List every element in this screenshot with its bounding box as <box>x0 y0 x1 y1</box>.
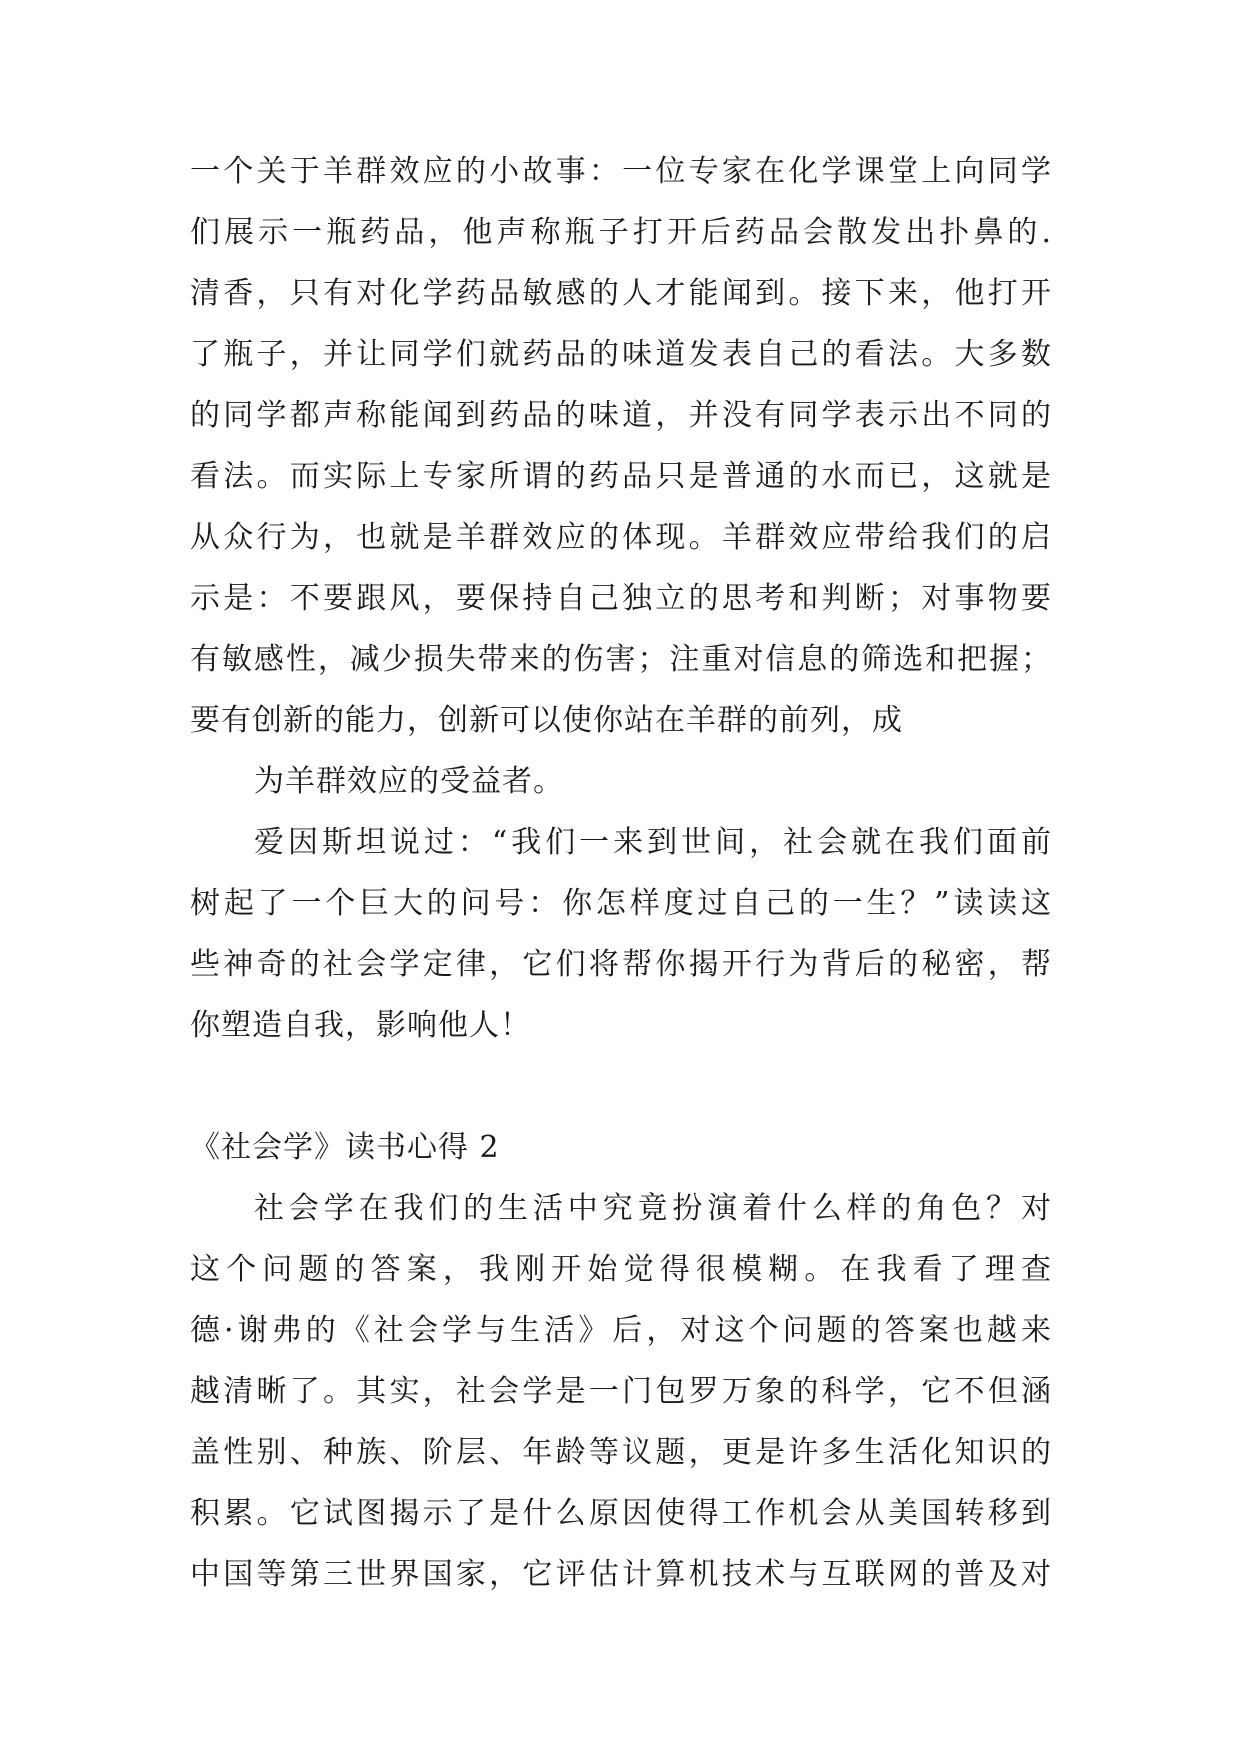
text-line: 看法。而实际上专家所谓的药品只是普通的水而已，这就是 <box>190 459 1052 494</box>
text-line: 示是：不要跟风，要保持自己独立的思考和判断；对事物要 <box>190 581 1052 616</box>
text-line: 了瓶子，并让同学们就药品的味道发表自己的看法。大多数 <box>190 337 1052 372</box>
text-line: 的同学都声称能闻到药品的味道，并没有同学表示出不同的 <box>190 398 1052 433</box>
text-line: 盖性别、种族、阶层、年龄等议题，更是许多生活化知识的 <box>190 1435 1052 1470</box>
text-line: 树起了一个巨大的问号：你怎样度过自己的一生？”读读这 <box>190 886 1052 921</box>
text-line: 从众行为，也就是羊群效应的体现。羊群效应带给我们的启 <box>190 520 1052 555</box>
text-line: 德·谢弗的《社会学与生活》后，对这个问题的答案也越来 <box>190 1313 1052 1348</box>
section-heading: 《社会学》读书心得 2 <box>190 1130 500 1165</box>
text-line: 中国等第三世界国家，它评估计算机技术与互联网的普及对 <box>190 1557 1052 1592</box>
text-line: 越清晰了。其实，社会学是一门包罗万象的科学，它不但涵 <box>190 1374 1052 1409</box>
text-line: 清香，只有对化学药品敏感的人才能闻到。接下来，他打开 <box>190 276 1052 311</box>
text-line: 爱因斯坦说过：“我们一来到世间，社会就在我们面前 <box>254 825 1052 860</box>
text-line: 一个关于羊群效应的小故事：一位专家在化学课堂上向同学 <box>190 154 1052 189</box>
text-line: 这个问题的答案，我刚开始觉得很模糊。在我看了理查 <box>190 1252 1052 1287</box>
text-line: 积累。它试图揭示了是什么原因使得工作机会从美国转移到 <box>190 1496 1052 1531</box>
text-line: 为羊群效应的受益者。 <box>254 764 564 799</box>
text-line: 你塑造自我，影响他人！ <box>190 1008 531 1043</box>
text-line: 些神奇的社会学定律，它们将帮你揭开行为背后的秘密，帮 <box>190 947 1052 982</box>
text-line: 要有创新的能力，创新可以使你站在羊群的前列，成 <box>190 703 903 738</box>
text-line: 社会学在我们的生活中究竟扮演着什么样的角色？对 <box>254 1191 1052 1226</box>
text-line: 们展示一瓶药品，他声称瓶子打开后药品会散发出扑鼻的. <box>190 215 1052 250</box>
text-line: 有敏感性，减少损失带来的伤害；注重对信息的筛选和把握； <box>190 642 1052 677</box>
